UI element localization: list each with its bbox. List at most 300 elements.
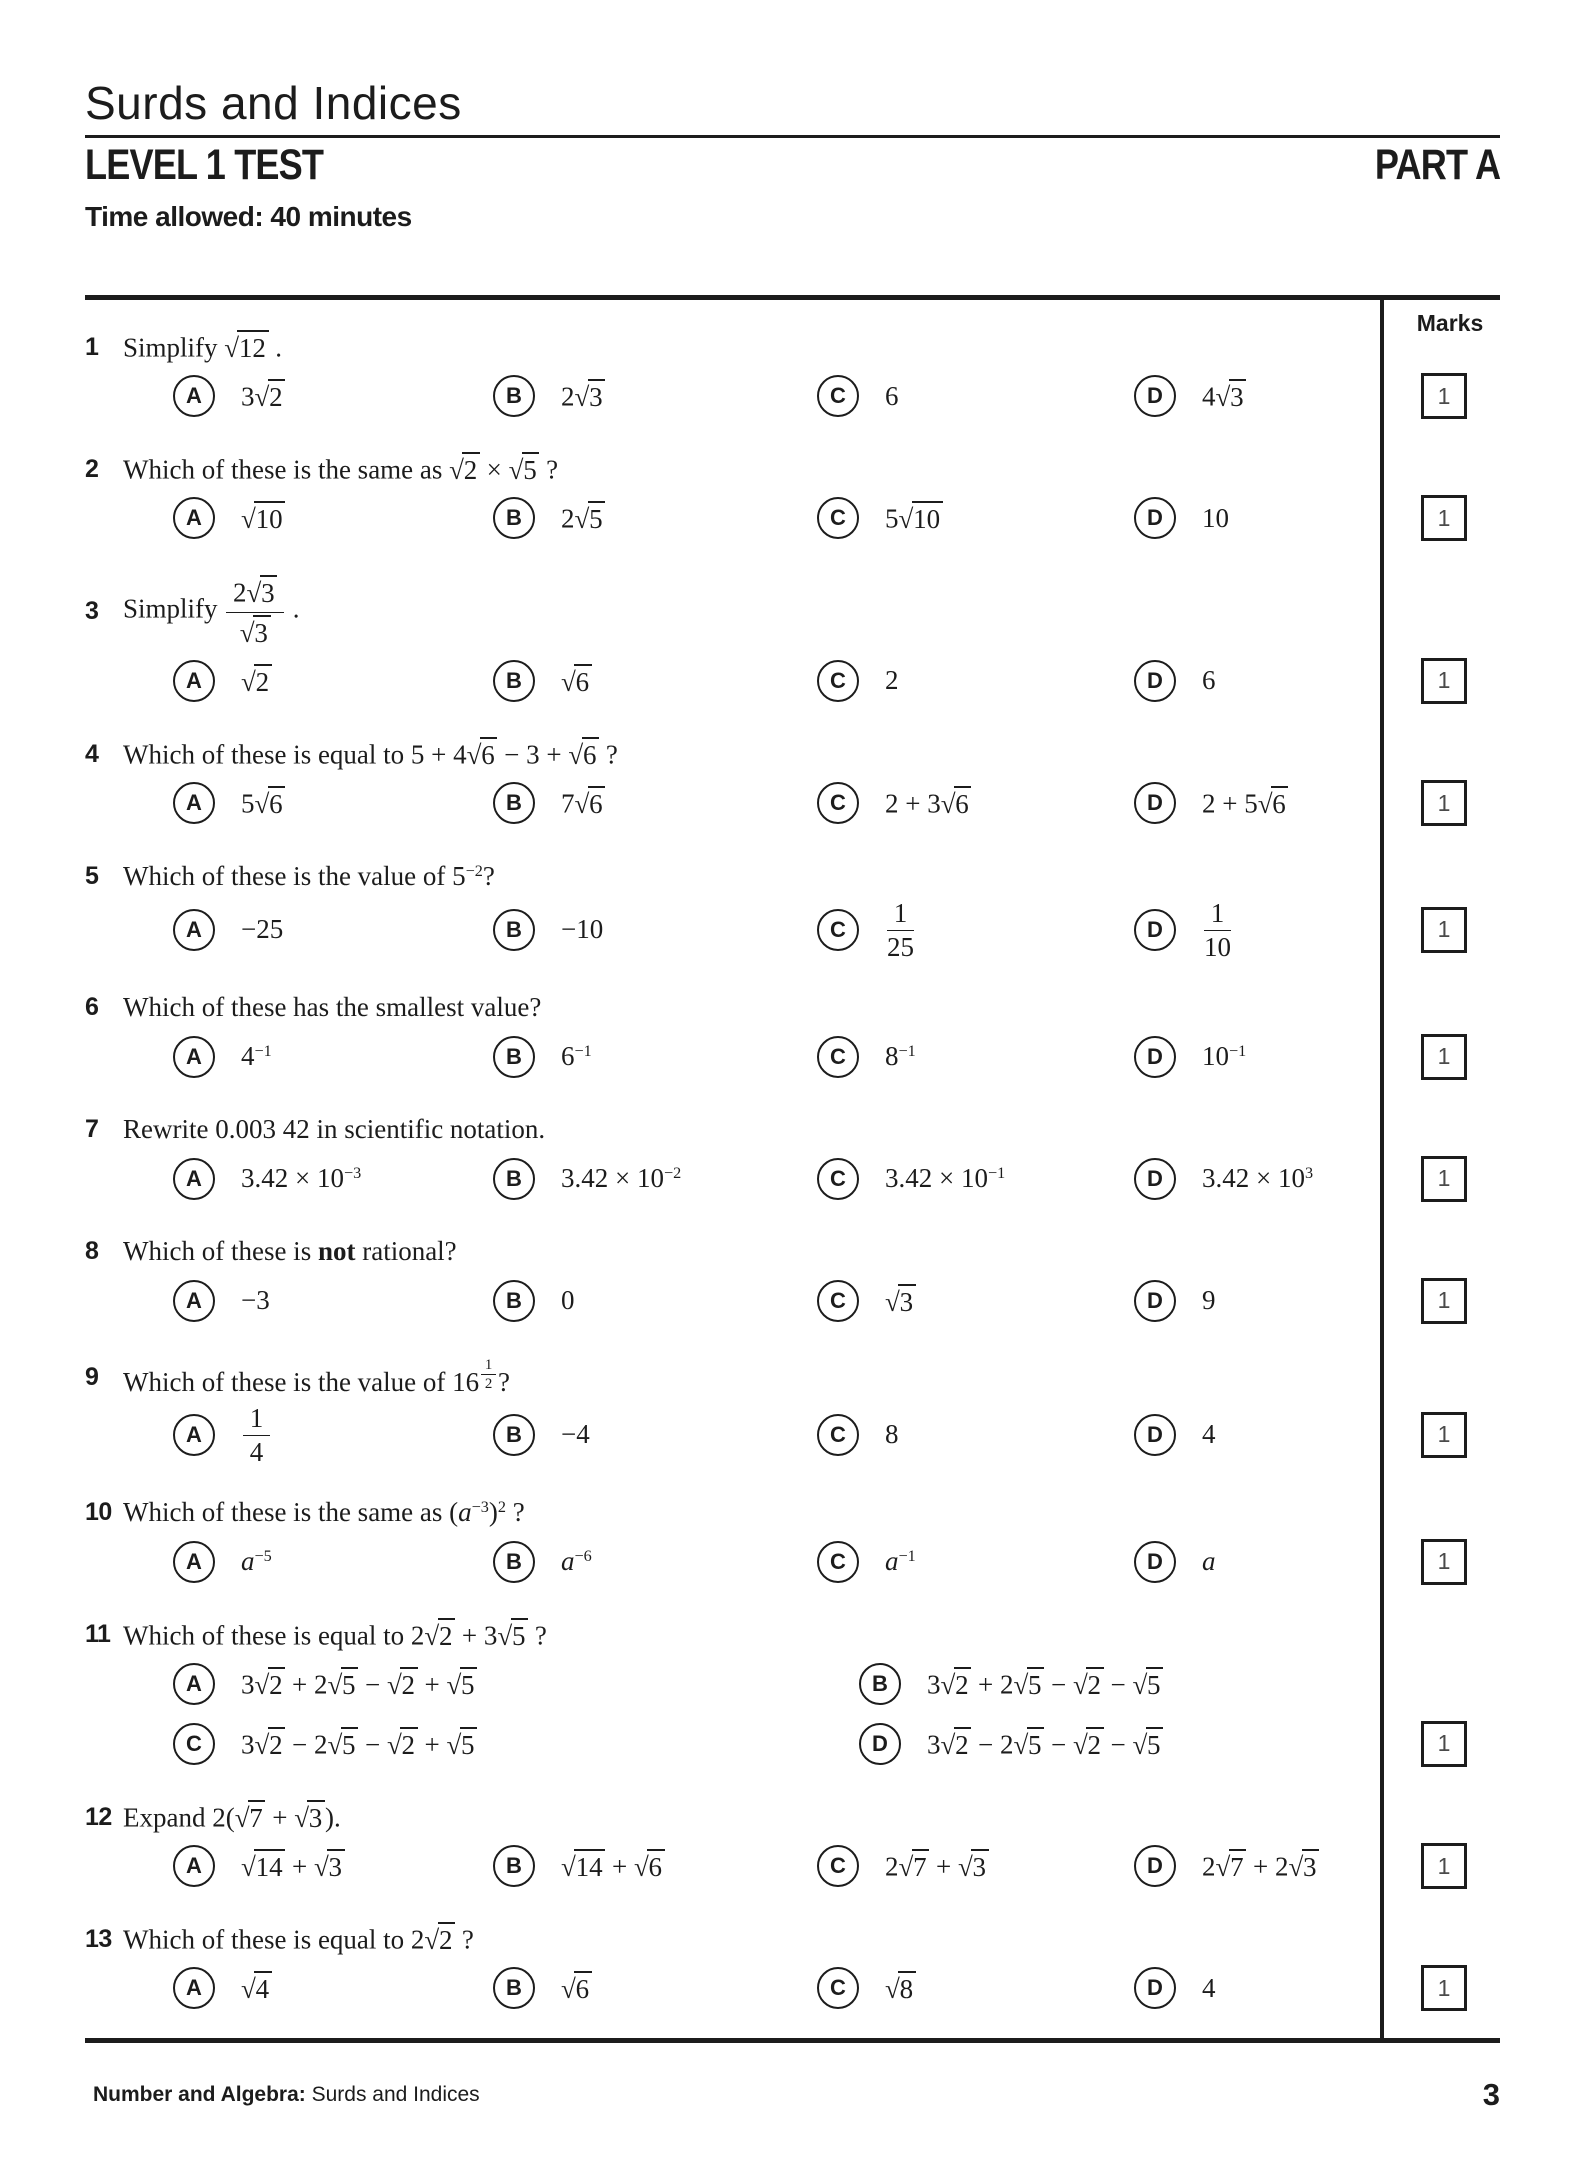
option-D (1134, 782, 1340, 824)
marks-value: 1 (1437, 1165, 1451, 1192)
sqrt-expression: √12 (224, 333, 268, 363)
option-value: √14 + √6 (561, 1849, 665, 1883)
question-stem: Simplify $\frac{2√3}{√3}$ . (123, 574, 300, 649)
time-allowed: Time allowed: 40 minutes (85, 201, 412, 233)
option-value: 2 (885, 665, 899, 696)
chapter-title: Surds and Indices (85, 77, 462, 129)
question-number: 2 (85, 454, 99, 483)
option-letter-circle: B (493, 1541, 535, 1583)
option-value: $3.42 \times 10^3$ (1202, 1163, 1314, 1194)
sqrt-expression: √2 (941, 1670, 972, 1700)
option-B (859, 1663, 1340, 1705)
question-stem: Which of these is equal to 5 + 4√6 − 3 + √6 ? (123, 737, 618, 771)
question-stem-row (85, 1235, 1500, 1269)
footer-strand-topic (93, 2083, 480, 2107)
question-number: 12 (85, 1802, 112, 1831)
question-stem-row (85, 1618, 1500, 1652)
option-letter-circle: A (173, 1663, 215, 1705)
option-C (817, 1158, 1134, 1200)
option-D (1134, 1280, 1340, 1322)
option-value: 5√6 (241, 786, 285, 820)
option-value: −4 (561, 1419, 590, 1450)
fraction: $\frac{1}{10}$ (1204, 898, 1231, 962)
option-A (173, 497, 493, 539)
sqrt-expression: √3 (314, 1852, 345, 1882)
option-B (493, 1414, 817, 1456)
options-row (85, 1840, 1500, 1892)
question-2 (85, 452, 1500, 544)
fraction: 1 2 (481, 1357, 496, 1391)
options-row (85, 1031, 1500, 1083)
option-letter-circle: C (817, 1967, 859, 2009)
sqrt-expression: √5 (327, 1730, 358, 1760)
marks-value: 1 (1437, 1548, 1451, 1575)
sqrt-expression: √5 (509, 455, 540, 485)
question-stem-row (85, 1800, 1500, 1834)
question-6 (85, 991, 1500, 1083)
options-row (85, 777, 1500, 829)
option-value: 9 (1202, 1285, 1216, 1316)
option-D (1134, 1845, 1340, 1887)
option-letter-circle: D (1134, 1158, 1176, 1200)
option-letter-circle: D (1134, 1967, 1176, 2009)
option-value (561, 664, 592, 698)
sqrt-expression: √5 (1013, 1730, 1044, 1760)
option-value: 2√7 + 2√3 (1202, 1849, 1319, 1883)
option-D (1134, 899, 1340, 960)
marks-value: 1 (1437, 382, 1451, 409)
question-number: 8 (85, 1237, 99, 1266)
option-B (493, 1036, 817, 1078)
option-letter-circle: C (817, 1414, 859, 1456)
question-stem: Which of these is the same as $(a^{-3})^2$ ? (123, 1497, 525, 1528)
sqrt-expression: √10 (899, 504, 943, 534)
question-4 (85, 737, 1500, 829)
option-D (1134, 660, 1340, 702)
question-13 (85, 1922, 1500, 2014)
marks-value: 1 (1437, 789, 1451, 816)
option-value: $a^{-5}$ (241, 1546, 272, 1577)
sqrt-expression: √2 (387, 1670, 418, 1700)
fraction: $\frac{1}{4}$ (243, 1404, 270, 1465)
fraction: $\frac{1}{25}$ (887, 898, 914, 962)
option-letter-circle: A (173, 375, 215, 417)
option-letter-circle: C (817, 1541, 859, 1583)
marks-box (1421, 1843, 1467, 1889)
options-row (85, 1718, 1500, 1770)
sqrt-expression: √2 (941, 1730, 972, 1760)
sqrt-expression: √6 (467, 740, 498, 770)
option-D (1134, 1036, 1340, 1078)
question-1 (85, 330, 1500, 422)
option-letter-circle: C (817, 375, 859, 417)
option-B (493, 1967, 817, 2009)
question-stem-row (85, 737, 1500, 771)
marks-value: 1 (1437, 916, 1451, 943)
option-value: −10 (561, 914, 604, 945)
sqrt-expression: √3 (240, 618, 271, 648)
option-value: 3√2 (241, 379, 285, 413)
option-A (173, 1541, 493, 1583)
option-letter-circle: C (817, 1158, 859, 1200)
question-list (85, 300, 1500, 2038)
option-letter-circle: B (493, 1280, 535, 1322)
option-letter-circle: C (817, 497, 859, 539)
question-stem-row (85, 574, 1500, 649)
sqrt-expression: √3 (885, 1287, 916, 1317)
option-B (493, 375, 817, 417)
question-stem-row (85, 991, 1500, 1025)
option-D (1134, 375, 1340, 417)
sqrt-expression: √5 (327, 1670, 358, 1700)
option-value: 3√2 + 2√5 − √2 − √5 (927, 1667, 1163, 1701)
sqrt-expression: √7 (1216, 1852, 1247, 1882)
option-letter-circle: A (173, 1541, 215, 1583)
sqrt-expression: √7 (899, 1852, 930, 1882)
question-7 (85, 1113, 1500, 1205)
question-stem-row (85, 859, 1500, 893)
option-value (885, 899, 916, 960)
option-letter-circle: D (1134, 782, 1176, 824)
marks-box (1421, 1539, 1467, 1585)
sqrt-expression: √2 (255, 1670, 286, 1700)
options-row (85, 370, 1500, 422)
sqrt-expression: √5 (446, 1730, 477, 1760)
level-row (85, 143, 1500, 188)
option-B (493, 782, 817, 824)
marks-value: 1 (1437, 667, 1451, 694)
option-value: $4^{-1}$ (241, 1041, 272, 1072)
option-A (173, 1158, 493, 1200)
option-letter-circle: A (173, 1280, 215, 1322)
option-C (817, 1845, 1134, 1887)
marks-box (1421, 1721, 1467, 1767)
option-letter-circle: D (1134, 1414, 1176, 1456)
option-C (817, 1036, 1134, 1078)
question-12 (85, 1800, 1500, 1892)
option-letter-circle: C (817, 909, 859, 951)
options-row (85, 1536, 1500, 1588)
marks-box (1421, 1278, 1467, 1324)
option-value: 4 (1202, 1419, 1216, 1450)
question-number: 3 (85, 597, 99, 626)
option-value: 6 (885, 380, 899, 411)
option-B (493, 660, 817, 702)
option-letter-circle: D (1134, 660, 1176, 702)
option-D (1134, 1158, 1340, 1200)
option-C (173, 1723, 859, 1765)
options-row (85, 899, 1500, 960)
marks-box (1421, 1034, 1467, 1080)
option-value: 2 + 5√6 (1202, 786, 1288, 820)
options-row (85, 1153, 1500, 1205)
question-stem: Which of these is the value of $5^{-2}$? (123, 860, 495, 891)
marks-box (1421, 373, 1467, 419)
option-C (817, 660, 1134, 702)
marks-column-header: Marks (1416, 310, 1484, 337)
option-value (885, 1971, 916, 2005)
title-rule (85, 135, 1500, 138)
option-value: a (1202, 1546, 1216, 1577)
question-stem: Which of these is equal to 2√2 ? (123, 1922, 474, 1956)
option-value: −25 (241, 914, 284, 945)
option-A (173, 1663, 859, 1705)
question-11 (85, 1618, 1500, 1770)
option-letter-circle: A (173, 660, 215, 702)
option-value: 3√2 − 2√5 − √2 + √5 (241, 1727, 477, 1761)
question-stem-row (85, 452, 1500, 486)
question-number: 10 (85, 1498, 112, 1527)
sqrt-expression: √5 (1132, 1670, 1163, 1700)
option-B (493, 1158, 817, 1200)
sqrt-expression: √2 (387, 1730, 418, 1760)
question-number: 9 (85, 1363, 99, 1392)
question-stem-row (85, 1922, 1500, 1956)
question-number: 6 (85, 993, 99, 1022)
question-8 (85, 1235, 1500, 1327)
option-B (493, 1845, 817, 1887)
option-D (1134, 497, 1340, 539)
option-value (241, 1971, 272, 2005)
option-letter-circle: D (1134, 909, 1176, 951)
option-A (173, 1404, 493, 1465)
question-3 (85, 574, 1500, 707)
fraction: $\frac{2√3}{√3}$ (226, 574, 284, 649)
question-10 (85, 1496, 1500, 1588)
question-stem: Rewrite 0.003 42 in scientific notation. (123, 1114, 546, 1145)
option-letter-circle: C (817, 1280, 859, 1322)
options-row (85, 1658, 1500, 1710)
option-letter-circle: A (173, 1036, 215, 1078)
marks-value: 1 (1437, 504, 1451, 531)
question-number: 5 (85, 861, 99, 890)
question-stem-row (85, 1496, 1500, 1530)
part-heading: PART A (1374, 141, 1500, 189)
option-C (817, 497, 1134, 539)
option-C (817, 1280, 1134, 1322)
page-footer (85, 2077, 1500, 2119)
question-stem: Which of these is not rational? (123, 1236, 457, 1267)
option-letter-circle: B (493, 909, 535, 951)
question-9 (85, 1357, 1500, 1466)
option-value: 2√3 (561, 379, 605, 413)
marks-box (1421, 780, 1467, 826)
sqrt-expression: √4 (241, 1974, 272, 2004)
option-letter-circle: B (493, 1845, 535, 1887)
marks-box (1421, 1965, 1467, 2011)
option-B (493, 1280, 817, 1322)
options-row (85, 1275, 1500, 1327)
option-C (817, 782, 1134, 824)
option-A (173, 1845, 493, 1887)
option-letter-circle: D (1134, 375, 1176, 417)
option-A (173, 1967, 493, 2009)
option-value: 5√10 (885, 501, 943, 535)
option-value: $6^{-1}$ (561, 1041, 592, 1072)
sqrt-expression: √6 (568, 740, 599, 770)
sqrt-expression: √2 (1073, 1670, 1104, 1700)
option-value: 2 + 3√6 (885, 786, 971, 820)
sqrt-expression: √5 (497, 1621, 528, 1651)
option-letter-circle: C (173, 1723, 215, 1765)
option-letter-circle: C (817, 1845, 859, 1887)
sqrt-expression: √7 (235, 1803, 266, 1833)
question-number: 11 (85, 1620, 111, 1649)
question-stem-row (85, 330, 1500, 364)
sqrt-expression: √14 (241, 1852, 285, 1882)
marks-value: 1 (1437, 1043, 1451, 1070)
option-letter-circle: B (493, 375, 535, 417)
marks-box (1421, 1412, 1467, 1458)
option-value: √14 + √3 (241, 1849, 345, 1883)
sqrt-expression: √6 (575, 789, 606, 819)
marks-value: 1 (1437, 1852, 1451, 1879)
options-row (85, 1404, 1500, 1465)
option-value: 4 (1202, 1972, 1216, 2003)
option-C (817, 1967, 1134, 2009)
option-value: $10^{-1}$ (1202, 1041, 1247, 1072)
sqrt-expression: √14 (561, 1852, 605, 1882)
question-number: 13 (85, 1924, 112, 1953)
option-letter-circle: C (817, 660, 859, 702)
sqrt-expression: √3 (1288, 1852, 1319, 1882)
question-stem: Simplify √12 . (123, 330, 282, 364)
option-letter-circle: D (1134, 497, 1176, 539)
option-value: 3√2 + 2√5 − √2 + √5 (241, 1667, 477, 1701)
options-row (85, 492, 1500, 544)
sqrt-expression: √5 (446, 1670, 477, 1700)
sqrt-expression: √5 (575, 504, 606, 534)
question-stem: Expand 2(√7 + √3). (123, 1800, 341, 1834)
footer-topic: Surds and Indices (305, 2083, 480, 2107)
question-stem-row (85, 1113, 1500, 1147)
marks-value: 1 (1437, 1730, 1451, 1757)
question-5 (85, 859, 1500, 960)
option-letter-circle: D (1134, 1280, 1176, 1322)
test-area (85, 295, 1500, 2043)
question-number: 7 (85, 1115, 99, 1144)
option-letter-circle: B (493, 1967, 535, 2009)
option-A (173, 1036, 493, 1078)
option-letter-circle: B (859, 1663, 901, 1705)
marks-box (1421, 495, 1467, 541)
sqrt-expression: √6 (941, 789, 972, 819)
option-value: $3.42 \times 10^{-3}$ (241, 1163, 362, 1194)
sqrt-expression: √10 (241, 504, 285, 534)
option-letter-circle: B (493, 1414, 535, 1456)
marks-value: 1 (1437, 1421, 1451, 1448)
option-value: 3√2 − 2√5 − √2 − √5 (927, 1727, 1163, 1761)
option-letter-circle: B (493, 660, 535, 702)
option-letter-circle: A (173, 1845, 215, 1887)
sqrt-expression: √2 (255, 382, 286, 412)
option-B (493, 909, 817, 951)
option-letter-circle: A (173, 1414, 215, 1456)
option-letter-circle: B (493, 1036, 535, 1078)
sqrt-expression: √2 (424, 1925, 455, 1955)
question-stem-row (85, 1357, 1500, 1398)
sqrt-expression: √2 (424, 1621, 455, 1651)
sqrt-expression: √3 (575, 382, 606, 412)
sqrt-expression: √6 (255, 789, 286, 819)
option-letter-circle: A (173, 497, 215, 539)
sqrt-expression: √6 (634, 1852, 665, 1882)
marks-value: 1 (1437, 1287, 1451, 1314)
sqrt-expression: √6 (561, 667, 592, 697)
option-value: 10 (1202, 502, 1229, 533)
option-C (817, 1541, 1134, 1583)
option-value (561, 1971, 592, 2005)
page-header (85, 77, 1500, 233)
option-letter-circle: B (493, 1158, 535, 1200)
option-letter-circle: A (173, 1967, 215, 2009)
options-row (85, 655, 1500, 707)
option-value: −3 (241, 1285, 270, 1316)
marks-value: 1 (1437, 1974, 1451, 2001)
option-letter-circle: A (173, 1158, 215, 1200)
page-number: 3 (1482, 2077, 1500, 2113)
marks-box (1421, 907, 1467, 953)
sqrt-expression: √2 (241, 667, 272, 697)
question-number: 4 (85, 739, 99, 768)
question-stem: Which of these is the value of 16 $^{\frac{1}{2}}$ ? (123, 1356, 511, 1398)
option-B (493, 497, 817, 539)
question-stem: Which of these is equal to 2√2 + 3√5 ? (123, 1618, 547, 1652)
option-letter-circle: B (493, 782, 535, 824)
option-D (1134, 1967, 1340, 2009)
sqrt-expression: √3 (247, 578, 278, 608)
option-D (1134, 1414, 1340, 1456)
option-A (173, 1280, 493, 1322)
sqrt-expression: √6 (1258, 789, 1289, 819)
option-value: 7√6 (561, 786, 605, 820)
option-value (241, 501, 285, 535)
sqrt-expression: √3 (294, 1803, 325, 1833)
option-value (885, 1284, 916, 1318)
option-C (817, 1414, 1134, 1456)
option-value: $3.42 \times 10^{-2}$ (561, 1163, 682, 1194)
option-letter-circle: A (173, 909, 215, 951)
option-D (1134, 1541, 1340, 1583)
sqrt-expression: √3 (958, 1852, 989, 1882)
question-stem: Which of these has the smallest value? (123, 992, 542, 1023)
option-D (859, 1723, 1340, 1765)
sqrt-expression: √5 (1132, 1730, 1163, 1760)
option-value: $a^{-1}$ (885, 1546, 916, 1577)
option-value: $8^{-1}$ (885, 1041, 916, 1072)
option-value: 0 (561, 1285, 575, 1316)
footer-strand: Number and Algebra: (93, 2083, 306, 2107)
level-heading: LEVEL 1 TEST (85, 141, 324, 189)
option-A (173, 375, 493, 417)
question-number: 1 (85, 332, 99, 361)
option-letter-circle: A (173, 782, 215, 824)
option-value (241, 664, 272, 698)
sqrt-expression: √2 (1073, 1730, 1104, 1760)
option-C (817, 899, 1134, 960)
option-letter-circle: D (859, 1723, 901, 1765)
sqrt-expression: √6 (561, 1974, 592, 2004)
option-C (817, 375, 1134, 417)
option-letter-circle: D (1134, 1541, 1176, 1583)
option-value: $a^{-6}$ (561, 1546, 592, 1577)
option-letter-circle: D (1134, 1845, 1176, 1887)
sqrt-expression: √2 (255, 1730, 286, 1760)
sqrt-expression: √8 (885, 1974, 916, 2004)
option-value: 2√7 + √3 (885, 1849, 989, 1883)
sqrt-expression: √3 (1216, 382, 1247, 412)
option-A (173, 782, 493, 824)
